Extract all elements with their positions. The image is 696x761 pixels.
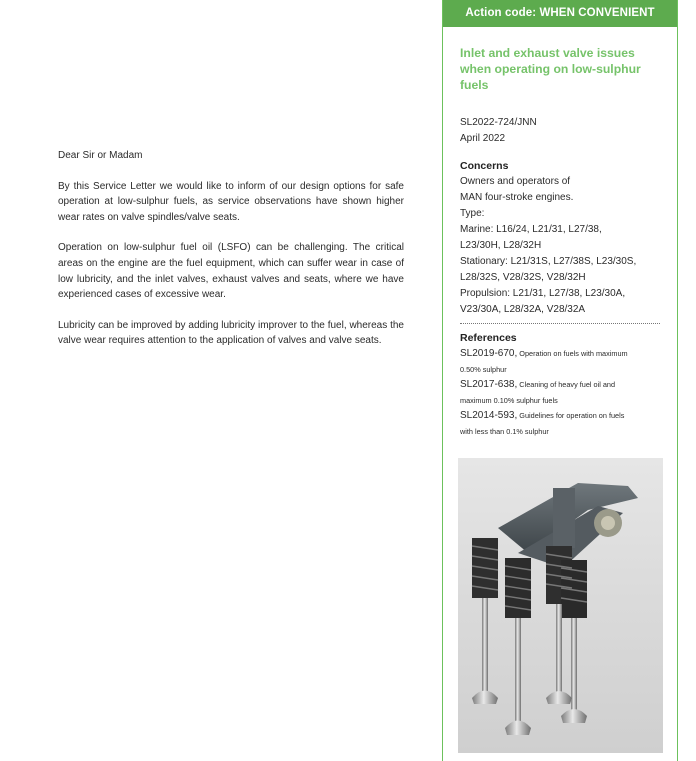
concerns-line: Owners and operators of xyxy=(460,176,571,187)
reference-code: SL2019-670, xyxy=(460,348,518,359)
issue-date: April 2022 xyxy=(460,133,506,144)
concerns-line: Stationary: L21/31S, L27/38S, L23/30S, xyxy=(460,256,637,267)
reference-code: SL2017-638, xyxy=(460,379,518,390)
reference-description: Cleaning of heavy fuel oil and xyxy=(517,380,616,389)
action-code-bar: Action code: WHEN CONVENIENT xyxy=(443,0,677,27)
reference-description: maximum 0.10% sulphur fuels xyxy=(460,395,558,405)
concerns-line: Propulsion: L21/31, L27/38, L23/30A, xyxy=(460,288,626,299)
concerns-line: V23/30A, L28/32A, V28/32A xyxy=(460,304,586,315)
reference-description: Guidelines for operation on fuels xyxy=(517,411,625,420)
letter-body xyxy=(58,148,404,364)
paragraph-3: Lubricity can be improved by adding lubricity improver to the fuel, whereas the valve wear requires attention to the application of valves and valve seats. xyxy=(58,319,404,347)
reference-code: SL2014-593, xyxy=(460,410,518,421)
greeting: Dear Sir or Madam xyxy=(58,150,143,161)
concerns-line: MAN four-stroke engines. xyxy=(460,192,574,203)
concerns-line: Marine: L16/24, L21/31, L27/38, xyxy=(460,224,602,235)
paragraph-1: By this Service Letter we would like to inform of our design options for safe operation at low-sulphur fuels, as service observations have shown higher wear rates on valve spindles/valve seats. xyxy=(58,180,404,223)
valve-assembly-image xyxy=(458,458,663,753)
reference-description: with less than 0.1% sulphur xyxy=(460,426,549,436)
reference-item xyxy=(460,408,665,439)
reference-item xyxy=(460,346,665,377)
dotted-divider xyxy=(460,323,660,324)
concerns-heading: Concerns xyxy=(460,160,509,172)
concerns-line: L23/30H, L28/32H xyxy=(460,240,542,251)
concerns-line: Type: xyxy=(460,208,485,219)
concerns-line: L28/32S, V28/32S, V28/32H xyxy=(460,272,586,283)
sidebar-content xyxy=(460,45,665,439)
document-title: Inlet and exhaust valve issues when operating on low-sulphur fuels xyxy=(460,46,641,92)
reference-description: 0.50% sulphur xyxy=(460,364,507,374)
paragraph-2: Operation on low-sulphur fuel oil (LSFO) can be challenging. The critical areas on the engine are the fuel equipment, which can suffer wear in case of low lubricity, and the inlet valves, exhaust valves and seats, where we have experienced cases of excessive wear. xyxy=(58,242,404,301)
reference-description: Operation on fuels with maximum xyxy=(517,349,628,358)
references-heading: References xyxy=(460,332,517,344)
reference-item xyxy=(460,377,665,408)
reference-number: SL2022-724/JNN xyxy=(460,117,537,128)
